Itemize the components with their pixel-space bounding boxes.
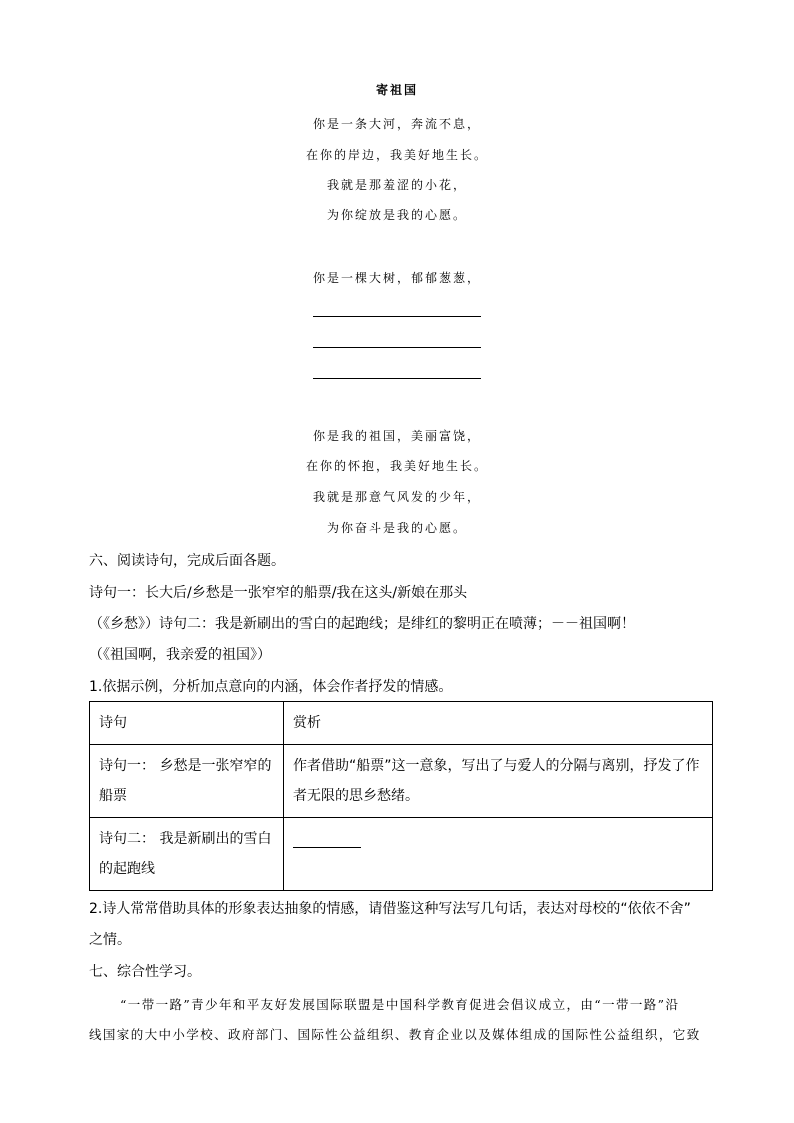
table-header-cell: 诗句 bbox=[90, 702, 284, 745]
paragraph-line: “一带一路”青少年和平友好发展国际联盟是中国科学教育促进会倡议成立，由“一带一路”沿 bbox=[120, 997, 680, 1012]
table-cell: 作者借助“船票”这一意象，写出了与爱人的分隔与离别，抒发了作者无限的思乡愁绪。 bbox=[284, 745, 713, 818]
poem-line: 在你的岸边，我美好地生长。 bbox=[305, 148, 488, 162]
answer-blank[interactable] bbox=[293, 831, 361, 848]
poem-line: 在你的怀抱，我美好地生长。 bbox=[305, 459, 488, 473]
table-header-cell: 赏析 bbox=[284, 702, 713, 745]
poem-line: 我就是那羞涩的小花， bbox=[326, 178, 467, 192]
question-text: 1.依据示例，分析加点意向的内涵，体会作者抒发的情感。 bbox=[89, 679, 453, 695]
poem-source: （《祖国啊，我亲爱的祖国》） bbox=[89, 647, 271, 663]
poem-title: 寄祖国 bbox=[375, 83, 418, 97]
poem-line: 为你奋斗是我的心愿。 bbox=[326, 521, 467, 535]
paragraph-line: 线国家的大中小学校、政府部门、国际性公益组织、教育企业以及媒体组成的国际性公益组织，它致 bbox=[89, 1027, 701, 1042]
question-text: 2.诗人常常借助具体的形象表达抽象的情感，请借鉴这种写法写几句话，表达对母校的“依依不舍” bbox=[89, 901, 691, 917]
table-cell: 诗句一： 乡愁是一张窄窄的船票 bbox=[90, 745, 284, 818]
poem-line: 你是一条大河，奔流不息， bbox=[312, 117, 481, 131]
table-row bbox=[90, 745, 713, 818]
analysis-table bbox=[89, 701, 713, 891]
question-text: 之情。 bbox=[89, 932, 131, 948]
poem-line: 你是一棵大树，郁郁葱葱， bbox=[312, 271, 481, 285]
fill-blank-line[interactable] bbox=[313, 378, 481, 379]
poem-line: 我就是那意气风发的少年， bbox=[312, 490, 481, 504]
poem-excerpt: （《乡愁》）诗句二：我是新刷出的雪白的起跑线；是绯红的黎明正在喷薄；－－祖国啊！ bbox=[89, 616, 635, 632]
poem-line: 为你绽放是我的心愿。 bbox=[326, 208, 467, 222]
fill-blank-line[interactable] bbox=[313, 347, 481, 348]
table-row bbox=[90, 702, 713, 745]
table-row bbox=[90, 818, 713, 891]
table-cell: 诗句二： 我是新刷出的雪白的起跑线 bbox=[90, 818, 284, 891]
answer-cell[interactable] bbox=[284, 818, 713, 891]
section-heading: 七、综合性学习。 bbox=[89, 964, 201, 980]
section-heading: 六、阅读诗句，完成后面各题。 bbox=[89, 553, 285, 569]
fill-blank-line[interactable] bbox=[313, 316, 481, 317]
poem-excerpt: 诗句一：长大后/乡愁是一张窄窄的船票/我在这头/新娘在那头 bbox=[89, 585, 468, 601]
poem-line: 你是我的祖国，美丽富饶， bbox=[312, 429, 481, 443]
